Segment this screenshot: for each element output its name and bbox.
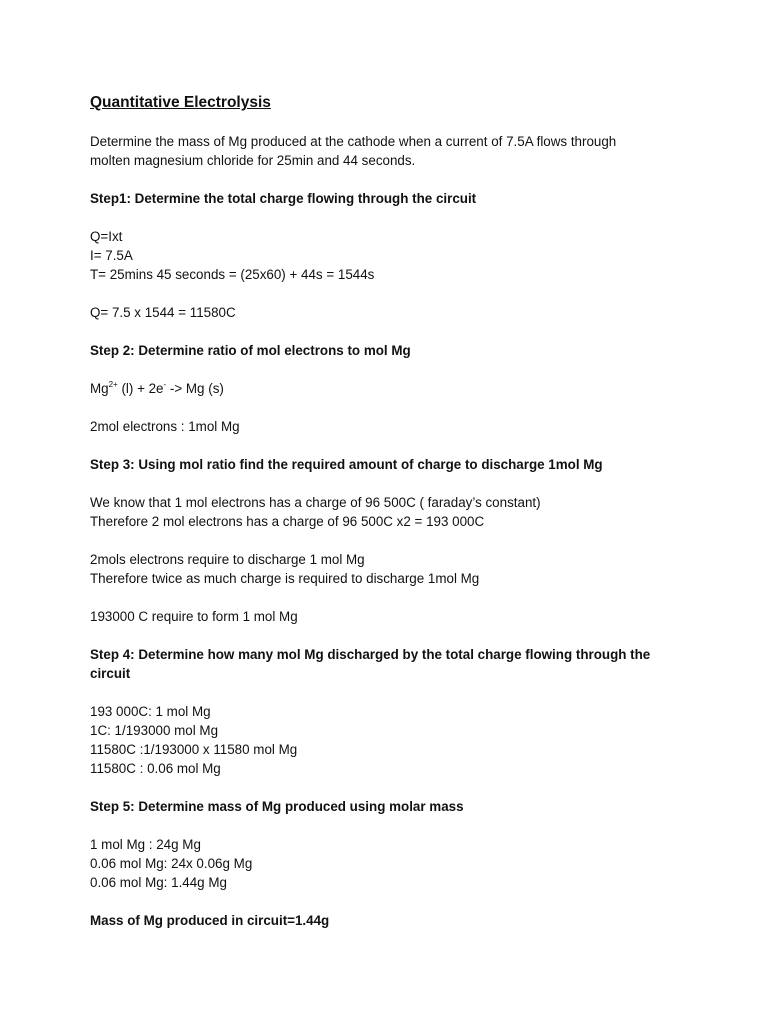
- step3-heading: Step 3: Using mol ratio find the required amount of charge to discharge 1mol Mg: [90, 457, 603, 472]
- step4-heading: Step 4: Determine how many mol Mg discharged by the total charge flowing through the circuit: [90, 647, 651, 681]
- text-line: 2mols electrons require to discharge 1 mol Mg: [90, 552, 365, 567]
- equation-mid: (l) + 2e: [117, 381, 164, 396]
- formula-line: T= 25mins 45 seconds = (25x60) + 44s = 1544s: [90, 267, 375, 282]
- step2-ratio: 2mol electrons : 1mol Mg: [90, 419, 240, 434]
- equation-charge: 2+: [108, 379, 118, 389]
- page-title: Quantitative Electrolysis: [90, 94, 271, 111]
- equation-mg: Mg: [90, 381, 109, 396]
- formula-line: Q=Ixt: [90, 229, 123, 244]
- calc-line: 11580C :1/193000 x 11580 mol Mg: [90, 742, 298, 757]
- text-line: We know that 1 mol electrons has a charge of 96 500C ( faraday’s constant): [90, 495, 541, 510]
- step2-heading: Step 2: Determine ratio of mol electrons to mol Mg: [90, 343, 411, 358]
- step5-calculation: [90, 835, 690, 892]
- intro-line: molten magnesium chloride for 25min and 44 seconds.: [90, 153, 416, 168]
- intro-line: Determine the mass of Mg produced at the cathode when a current of 7.5A flows through: [90, 134, 617, 149]
- final-answer: Mass of Mg produced in circuit=1.44g: [90, 913, 330, 928]
- formula-line: I= 7.5A: [90, 248, 133, 263]
- equation-electron-charge: -: [163, 379, 167, 389]
- step1-formula: [90, 227, 690, 284]
- step1-heading: Step1: Determine the total charge flowing through the circuit: [90, 191, 477, 206]
- calc-line: 0.06 mol Mg: 1.44g Mg: [90, 875, 227, 890]
- step3-paragraph: [90, 550, 690, 588]
- step2-equation: [90, 379, 690, 398]
- text-line: Therefore 2 mol electrons has a charge of 96 500C x2 = 193 000C: [90, 514, 485, 529]
- step3-paragraph: [90, 493, 690, 531]
- calc-line: 1C: 1/193000 mol Mg: [90, 723, 219, 738]
- text-line: Therefore twice as much charge is required to discharge 1mol Mg: [90, 571, 480, 586]
- step1-result: Q= 7.5 x 1544 = 11580C: [90, 305, 236, 320]
- step5-heading: Step 5: Determine mass of Mg produced using molar mass: [90, 799, 464, 814]
- document-body: [90, 93, 690, 949]
- calc-line: 1 mol Mg : 24g Mg: [90, 837, 201, 852]
- step4-calculation: [90, 702, 690, 778]
- equation-end: -> Mg (s): [166, 381, 224, 396]
- intro-paragraph: [90, 132, 690, 170]
- calc-line: 0.06 mol Mg: 24x 0.06g Mg: [90, 856, 253, 871]
- step3-conclusion: 193000 C require to form 1 mol Mg: [90, 609, 298, 624]
- calc-line: 193 000C: 1 mol Mg: [90, 704, 211, 719]
- calc-line: 11580C : 0.06 mol Mg: [90, 761, 221, 776]
